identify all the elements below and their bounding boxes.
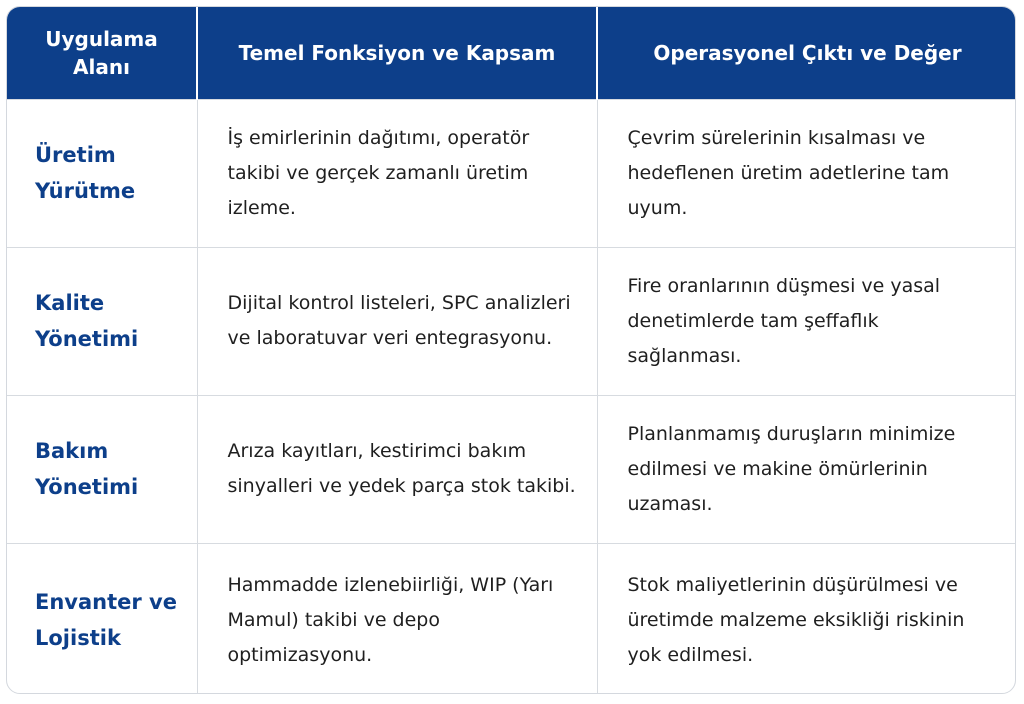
header-core-function: Temel Fonksiyon ve Kapsam xyxy=(197,7,597,99)
row-area-label: Bakım Yönetimi xyxy=(7,395,197,543)
row-area-label: Kalite Yönetimi xyxy=(7,247,197,395)
row-function-text: Dijital kontrol listeleri, SPC analizleri ve laboratuvar veri entegrasyonu. xyxy=(197,247,597,395)
row-function-text: İş emirlerinin dağıtımı, operatör takibi ve gerçek zamanlı üretim izleme. xyxy=(197,99,597,247)
header-operational-output: Operasyonel Çıktı ve Değer xyxy=(597,7,1016,99)
table-row xyxy=(7,99,1016,247)
row-area-label: Envanter ve Lojistik xyxy=(7,543,197,694)
header-application-area: Uygulama Alanı xyxy=(7,7,197,99)
table-row xyxy=(7,543,1016,694)
row-function-text: Arıza kayıtları, kestirimci bakım sinyalleri ve yedek parça stok takibi. xyxy=(197,395,597,543)
row-function-text: Hammadde izlenebiirliği, WIP (Yarı Mamul) takibi ve depo optimizasyonu. xyxy=(197,543,597,694)
comparison-table-container xyxy=(6,6,1016,694)
row-output-text: Çevrim sürelerinin kısalması ve hedeflenen üretim adetlerine tam uyum. xyxy=(597,99,1016,247)
table-row xyxy=(7,247,1016,395)
row-output-text: Planlanmamış duruşların minimize edilmesi ve makine ömürlerinin uzaması. xyxy=(597,395,1016,543)
row-output-text: Fire oranlarının düşmesi ve yasal denetimlerde tam şeffaflık sağlanması. xyxy=(597,247,1016,395)
table-row xyxy=(7,395,1016,543)
row-output-text: Stok maliyetlerinin düşürülmesi ve üretimde malzeme eksikliği riskinin yok edilmesi. xyxy=(597,543,1016,694)
comparison-table xyxy=(7,7,1016,694)
table-header-row xyxy=(7,7,1016,99)
row-area-label: Üretim Yürütme xyxy=(7,99,197,247)
